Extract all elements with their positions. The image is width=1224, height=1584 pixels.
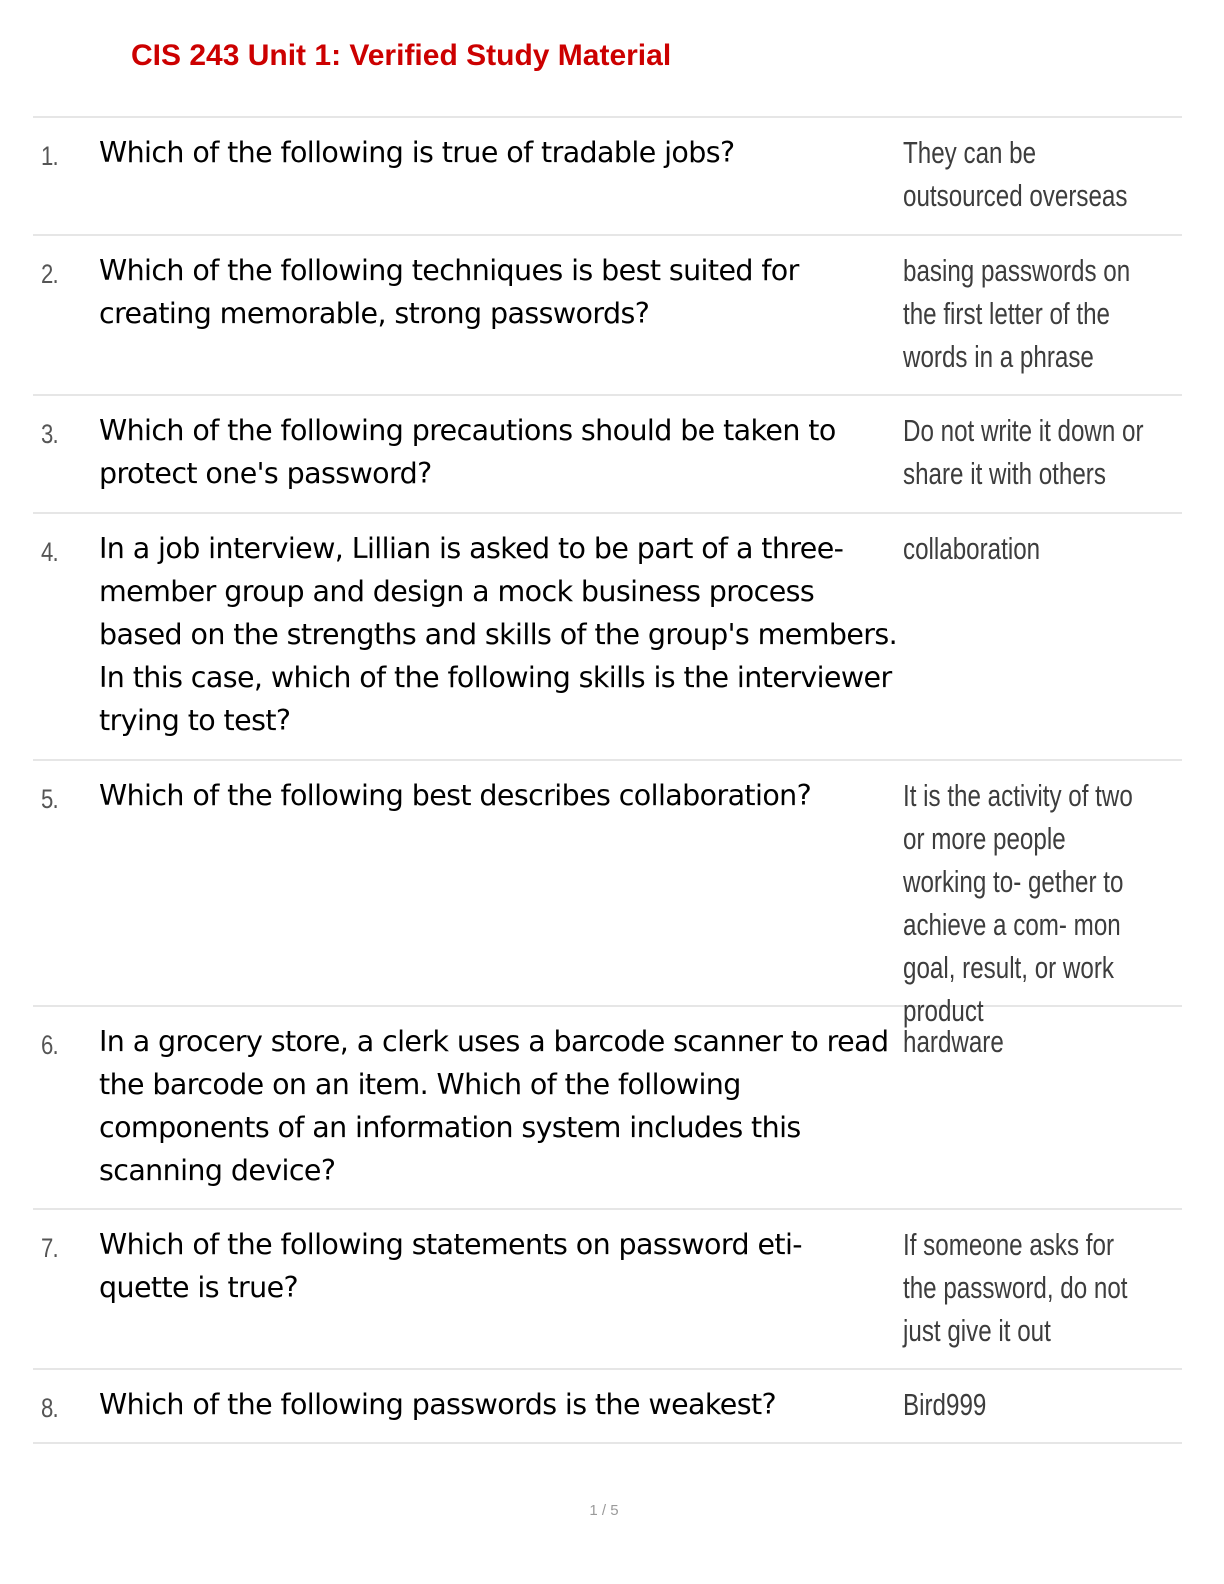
question-text: In a job interview, Lillian is asked to be part of a three-member group and design a mock business process based on the strengths and skills of the group's members. In this case, which of the following skills is the interviewer trying to test? xyxy=(99,532,898,737)
answer-text: They can be outsourced overseas xyxy=(903,135,1128,213)
question-text: Which of the following statements on password eti- quette is true? xyxy=(99,1228,802,1304)
page-indicator: 1 / 5 xyxy=(589,1502,619,1519)
question-row xyxy=(33,1210,1182,1370)
question-text: Which of the following passwords is the weakest? xyxy=(99,1388,777,1421)
question-row xyxy=(33,396,1182,514)
question-text: Which of the following is true of tradable jobs? xyxy=(99,136,735,169)
answer-text: Do not write it down or share it with others xyxy=(903,413,1144,491)
question-answer-table xyxy=(33,116,1182,1444)
question-row xyxy=(33,514,1182,761)
question-row xyxy=(33,761,1182,1028)
question-text: Which of the following best describes collaboration? xyxy=(99,779,812,812)
question-number: 2. xyxy=(41,259,58,289)
question-number: 6. xyxy=(41,1030,58,1060)
question-number: 1. xyxy=(41,141,58,171)
question-row xyxy=(33,118,1182,236)
question-text: Which of the following precautions should be taken to protect one's password? xyxy=(99,414,836,490)
answer-text: hardware xyxy=(903,1024,1004,1059)
question-row xyxy=(33,236,1182,396)
answer-text: collaboration xyxy=(903,531,1041,566)
document-title: CIS 243 Unit 1: Verified Study Material xyxy=(131,39,672,72)
answer-text: Bird999 xyxy=(903,1387,987,1422)
question-number: 4. xyxy=(41,537,58,567)
question-row xyxy=(33,1370,1182,1444)
answer-text: If someone asks for the password, do not just give it out xyxy=(903,1227,1128,1348)
question-number: 7. xyxy=(41,1233,58,1263)
answer-text: basing passwords on the first letter of the words in a phrase xyxy=(903,253,1131,374)
question-number: 5. xyxy=(41,784,58,814)
question-text: Which of the following techniques is best suited for creating memorable, strong passwords? xyxy=(99,254,799,330)
question-row xyxy=(33,1007,1182,1210)
question-number: 8. xyxy=(41,1393,58,1423)
question-number: 3. xyxy=(41,419,58,449)
question-text: In a grocery store, a clerk uses a barcode scanner to read the barcode on an item. Which of the following components of an information system includes this scanning device? xyxy=(99,1025,889,1187)
answer-text: It is the activity of two or more people working to- gether to achieve a com- mon goal, result, or work product xyxy=(903,778,1133,1028)
